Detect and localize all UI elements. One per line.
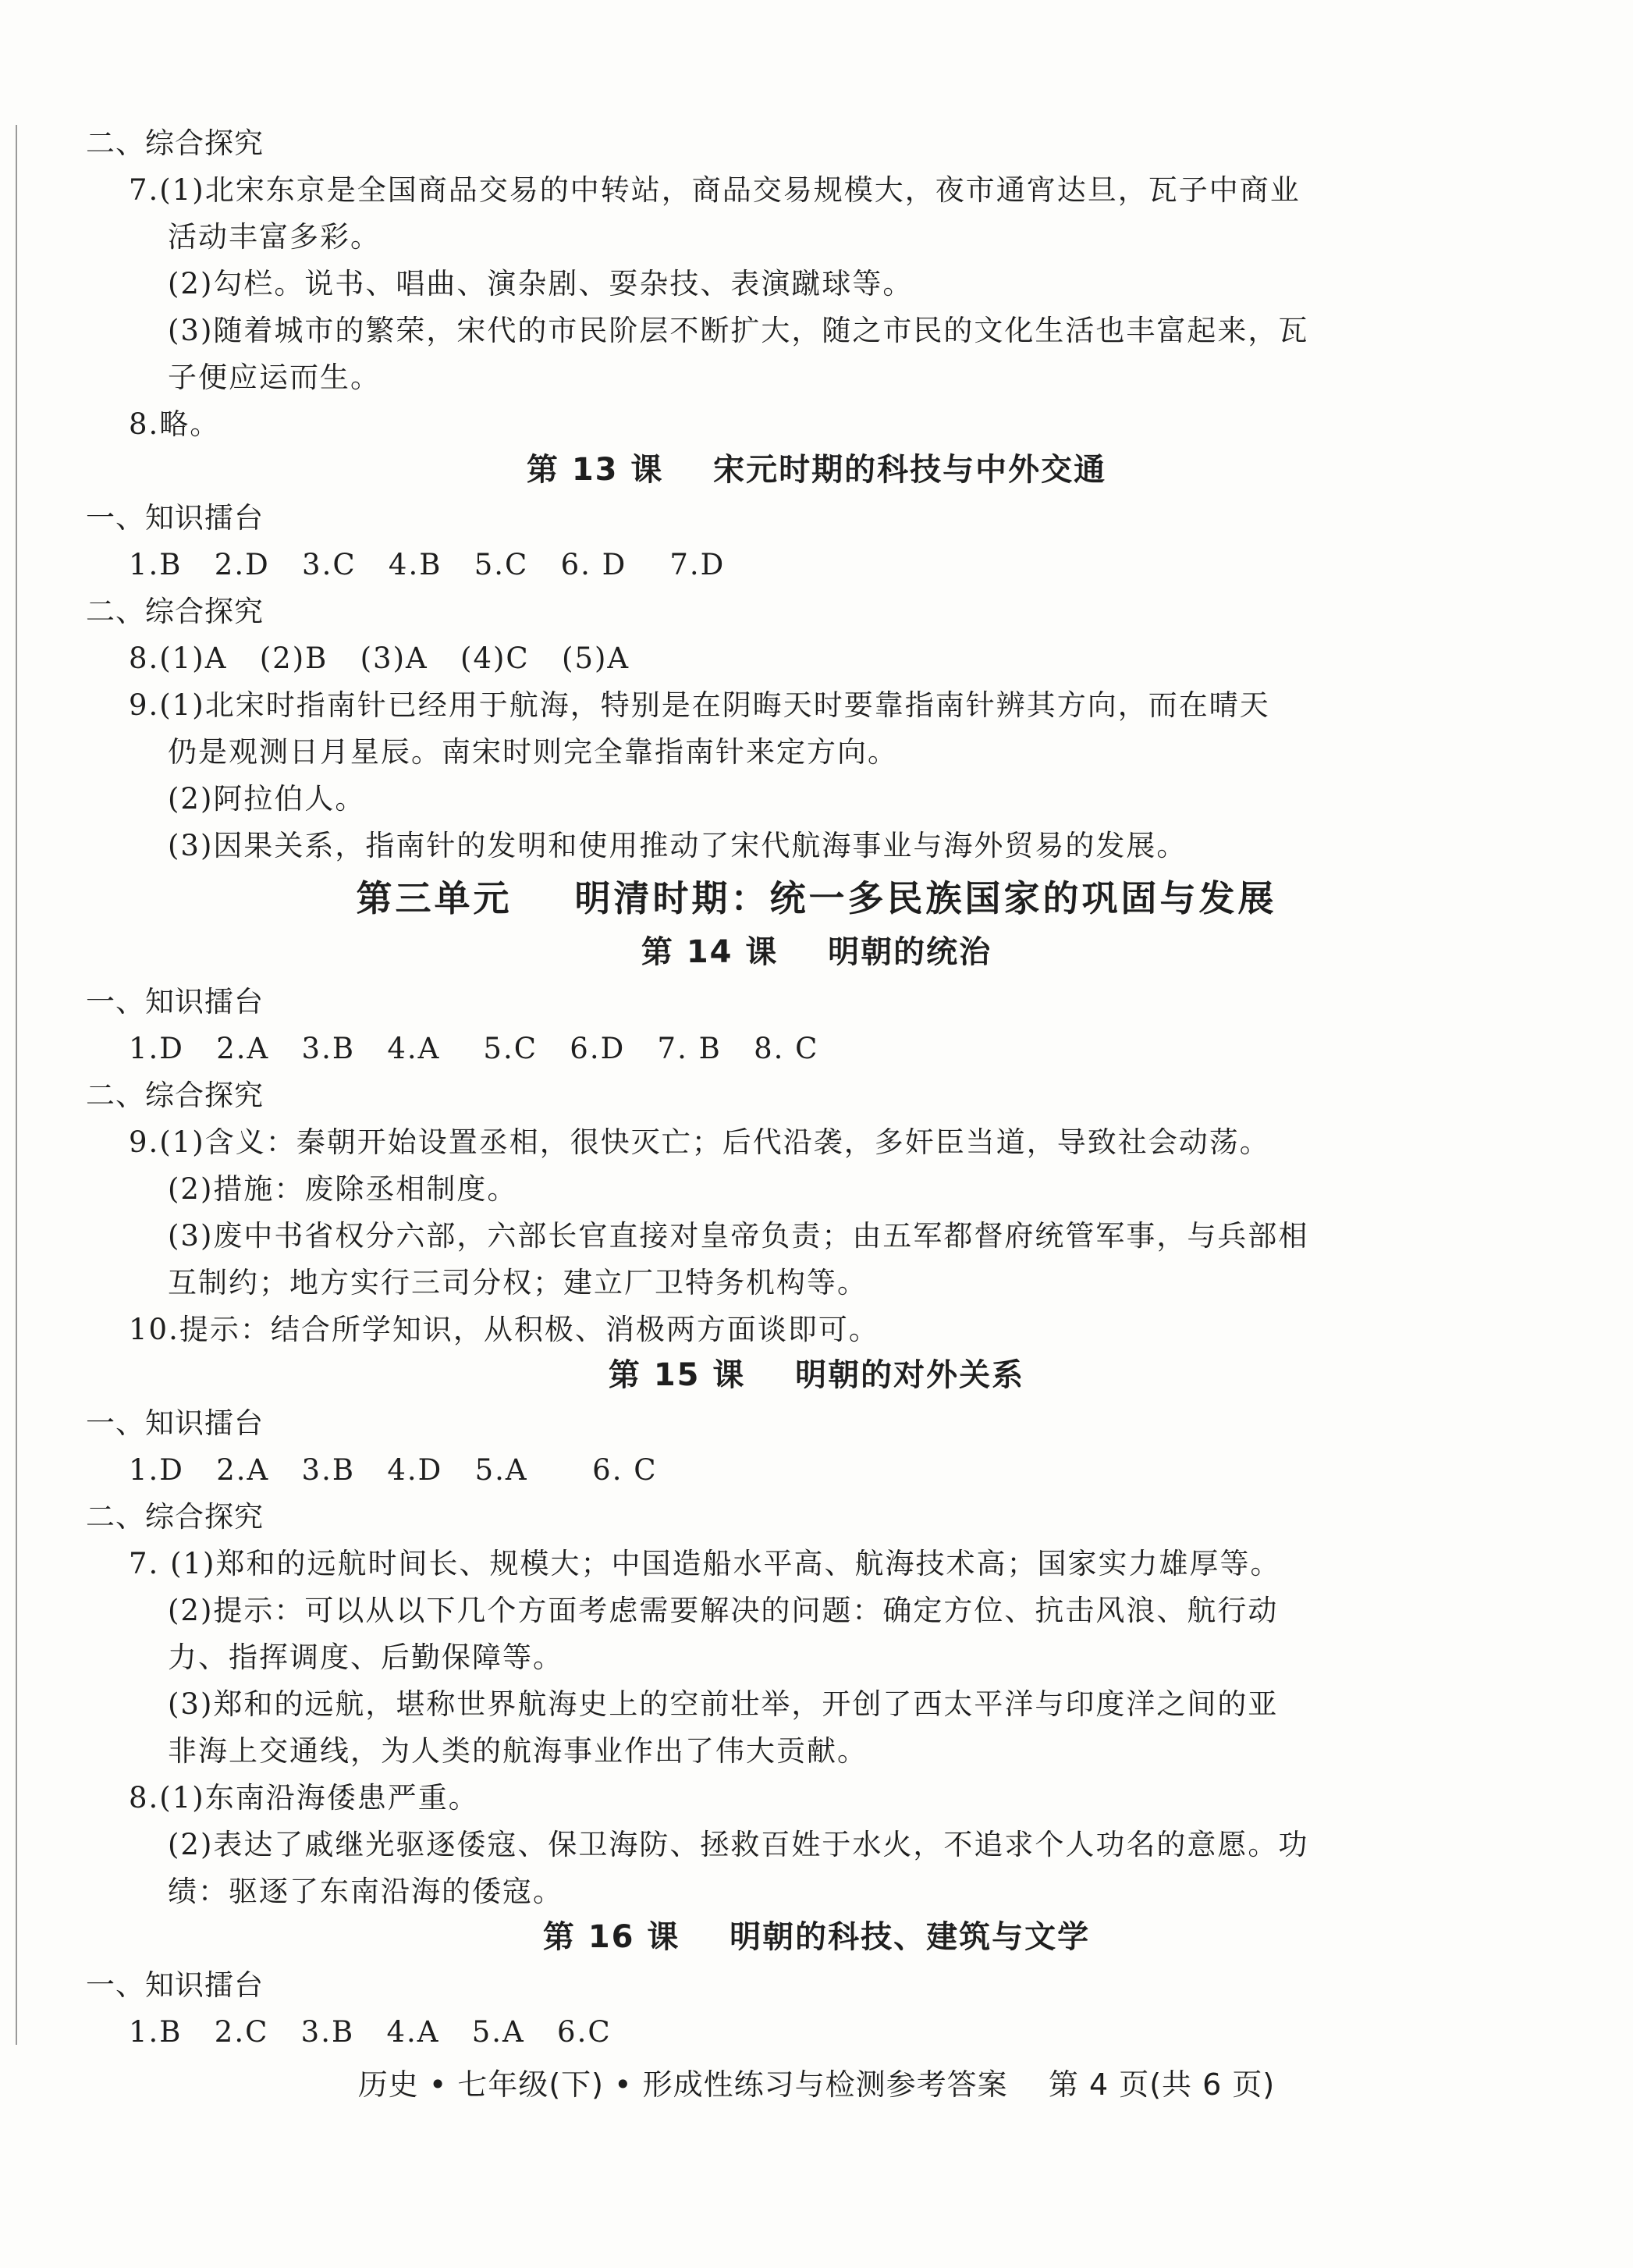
unit-heading: 第三单元 明清时期：统一多民族国家的巩固与发展 (356, 877, 1277, 919)
answer-line: 绩：驱逐了东南沿海的倭寇。 (168, 1875, 563, 1908)
section-label: 二、综合探究 (86, 1500, 264, 1534)
answer-line: 非海上交通线，为人类的航海事业作出了伟大贡献。 (168, 1734, 868, 1768)
answer-line: 活动丰富多彩。 (168, 220, 381, 254)
answer-line: 仍是观测日月星辰。南宋时则完全靠指南针来定方向。 (168, 735, 898, 769)
answer-line: (2)提示：可以从以下几个方面考虑需要解决的问题：确定方位、抗击风浪、航行动 (168, 1594, 1279, 1627)
answer-line: 1.D 2.A 3.B 4.D 5.A 6. C (129, 1453, 658, 1487)
answer-line: 子便应运而生。 (168, 361, 381, 394)
answer-line: 8.(1)A (2)B (3)A (4)C (5)A (129, 642, 630, 675)
answer-line: 9.(1)北宋时指南针已经用于航海，特别是在阴晦天时要靠指南针辨其方向，而在晴天 (129, 688, 1270, 722)
answer-line: 9.(1)含义：秦朝开始设置丞相，很快灭亡；后代沿袭，多奸臣当道，导致社会动荡。 (129, 1125, 1270, 1159)
lesson-heading: 第 16 课 明朝的科技、建筑与文学 (542, 1919, 1091, 1955)
answer-line: (2)表达了戚继光驱逐倭寇、保卫海防、拯救百姓于水火，不追求个人功名的意愿。功 (168, 1828, 1309, 1861)
answer-line: (2)勾栏。说书、唱曲、演杂剧、耍杂技、表演蹴球等。 (168, 267, 914, 300)
answer-line: 10.提示：结合所学知识，从积极、消极两方面谈即可。 (129, 1313, 879, 1346)
answer-line: 1.B 2.D 3.C 4.B 5.C 6. D 7.D (129, 548, 726, 581)
answer-line: (3)郑和的远航，堪称世界航海史上的空前壮举，开创了西太平洋与印度洋之间的亚 (168, 1687, 1279, 1721)
section-label: 二、综合探究 (86, 595, 264, 628)
answer-line: 力、指挥调度、后勤保障等。 (168, 1641, 563, 1674)
answer-line: (2)阿拉伯人。 (168, 782, 366, 816)
answer-line: 1.B 2.C 3.B 4.A 5.A 6.C (129, 2015, 612, 2049)
page-footer: 历史 • 七年级(下) • 形成性练习与检测参考答案 第 4 页(共 6 页) (357, 2067, 1276, 2102)
answer-line: 7. (1)郑和的远航时间长、规模大；中国造船水平高、航海技术高；国家实力雄厚等。 (129, 1547, 1281, 1580)
section-label: 二、综合探究 (86, 126, 264, 160)
answer-line: 1.D 2.A 3.B 4.A 5.C 6.D 7. B 8. C (129, 1032, 819, 1065)
lesson-heading: 第 14 课 明朝的统治 (641, 934, 992, 970)
answer-line: 互制约；地方实行三司分权；建立厂卫特务机构等。 (168, 1266, 868, 1299)
answer-line: (3)随着城市的繁荣，宋代的市民阶层不断扩大，随之市民的文化生活也丰富起来，瓦 (168, 314, 1309, 347)
answer-line: 7.(1)北宋东京是全国商品交易的中转站，商品交易规模大，夜市通宵达旦，瓦子中商业 (129, 173, 1301, 207)
lesson-heading: 第 15 课 明朝的对外关系 (608, 1357, 1025, 1393)
section-label: 一、知识擂台 (86, 1968, 264, 2002)
answer-line: (3)因果关系，指南针的发明和使用推动了宋代航海事业与海外贸易的发展。 (168, 829, 1187, 862)
answer-line: 8.略。 (129, 407, 221, 441)
section-label: 一、知识擂台 (86, 985, 264, 1018)
section-label: 一、知识擂台 (86, 1406, 264, 1440)
answer-line: 8.(1)东南沿海倭患严重。 (129, 1781, 479, 1815)
section-label: 一、知识擂台 (86, 501, 264, 535)
answer-line: (3)废中书省权分六部，六部长官直接对皇帝负责；由五军都督府统管军事，与兵部相 (168, 1219, 1309, 1253)
lesson-heading: 第 13 课 宋元时期的科技与中外交通 (526, 452, 1107, 488)
answer-line: (2)措施：废除丞相制度。 (168, 1172, 518, 1206)
section-label: 二、综合探究 (86, 1079, 264, 1112)
